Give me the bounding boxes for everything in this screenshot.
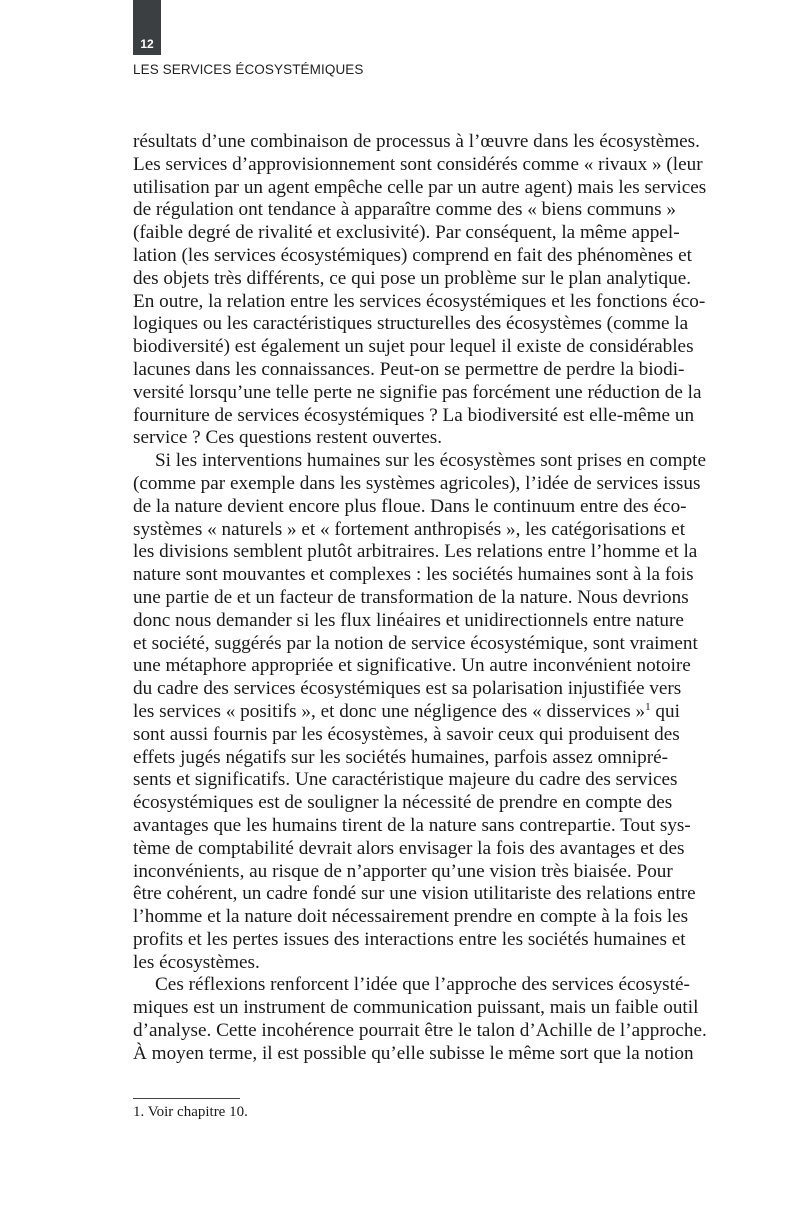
footnote-ref[interactable]: 1 bbox=[645, 700, 651, 713]
text-line: les divisions semblent plutôt arbitraires. Les relations entre l’homme et la bbox=[133, 541, 698, 563]
text-line: systèmes « naturels » et « fortement anthropisés », les catégorisations et bbox=[133, 518, 686, 540]
text-line: sents et significatifs. Une caractéristique majeure du cadre des services bbox=[133, 769, 678, 791]
text-line: tème de comptabilité devrait alors envisager la fois des avantages et des bbox=[133, 837, 685, 859]
paragraph bbox=[133, 974, 707, 1065]
running-title: LES SERVICES ÉCOSYSTÉMIQUES bbox=[133, 62, 364, 77]
text-line: (comme par exemple dans les systèmes agricoles), l’idée de services issus bbox=[133, 472, 701, 494]
text-line: de régulation ont tendance à apparaître comme des « biens communs » bbox=[133, 199, 676, 221]
text-line: être cohérent, un cadre fondé sur une vision utilitariste des relations entre bbox=[133, 883, 696, 905]
text-line: d’analyse. Cette incohérence pourrait être le talon d’Achille de l’approche. bbox=[133, 1020, 707, 1042]
text-line: et société, suggérés par la notion de service écosystémique, sont vraiment bbox=[133, 632, 698, 654]
page-number: 12 bbox=[140, 37, 154, 51]
text-line: À moyen terme, il est possible qu’elle subisse le même sort que la notion bbox=[133, 1042, 694, 1064]
text-line: effets jugés négatifs sur les sociétés humaines, parfois assez omnipré- bbox=[133, 746, 668, 768]
text-segment: qui bbox=[650, 700, 680, 722]
text-line: inconvénients, au risque de n’apporter qu’une vision très biaisée. Pour bbox=[133, 860, 673, 882]
text-line: Ces réflexions renforcent l’idée que l’approche des services écosysté- bbox=[155, 974, 690, 996]
text-line: miques est un instrument de communication puissant, mais un faible outil bbox=[133, 997, 699, 1019]
text-line: les écosystèmes. bbox=[133, 951, 260, 973]
text-line: lation (les services écosystémiques) comprend en fait des phénomènes et bbox=[133, 244, 692, 266]
text-line: Les services d’approvisionnement sont considérés comme « rivaux » (leur bbox=[133, 153, 703, 175]
text-line: profits et les pertes issues des interactions entre les sociétés humaines et bbox=[133, 928, 686, 950]
text-segment: les services « positifs », et donc une négligence des « disservices » bbox=[133, 700, 646, 722]
text-line: fourniture de services écosystémiques ? La biodiversité est elle-même un bbox=[133, 404, 695, 426]
text-line: résultats d’une combinaison de processus à l’œuvre dans les écosystèmes. bbox=[133, 131, 700, 152]
text-line: du cadre des services écosystémiques est sa polarisation injustifiée vers bbox=[133, 678, 682, 700]
text-line: service ? Ces questions restent ouvertes. bbox=[133, 427, 443, 449]
text-line: lacunes dans les connaissances. Peut-on se permettre de perdre la biodi- bbox=[133, 358, 685, 380]
text-line: biodiversité) est également un sujet pour lequel il existe de considérables bbox=[133, 336, 694, 358]
text-line: En outre, la relation entre les services écosystémiques et les fonctions éco- bbox=[133, 290, 706, 312]
text-line: nature sont mouvantes et complexes : les sociétés humaines sont à la fois bbox=[133, 564, 694, 586]
text-line bbox=[133, 700, 680, 724]
footnote: 1. Voir chapitre 10. bbox=[133, 1104, 248, 1120]
text-line: de la nature devient encore plus floue. Dans le continuum entre des éco- bbox=[133, 495, 687, 517]
text-line: donc nous demander si les flux linéaires et unidirectionnels entre nature bbox=[133, 609, 684, 631]
text-line: des objets très différents, ce qui pose un problème sur le plan analytique. bbox=[133, 267, 692, 289]
paragraph bbox=[133, 131, 707, 450]
text-line: sont aussi fournis par les écosystèmes, à savoir ceux qui produisent des bbox=[133, 723, 680, 745]
text-line: versité lorsqu’une telle perte ne signifie pas forcément une réduction de la bbox=[133, 381, 702, 403]
text-line: Si les interventions humaines sur les écosystèmes sont prises en compte bbox=[155, 450, 707, 472]
text-line: avantages que les humains tirent de la nature sans contrepartie. Tout sys- bbox=[133, 814, 691, 836]
page-number-tab bbox=[133, 0, 161, 55]
text-line: (faible degré de rivalité et exclusivité). Par conséquent, la même appel- bbox=[133, 222, 680, 244]
text-line: écosystémiques est de souligner la nécessité de prendre en compte des bbox=[133, 792, 673, 814]
text-line: l’homme et la nature doit nécessairement prendre en compte à la fois les bbox=[133, 906, 689, 928]
text-line: une partie de et un facteur de transformation de la nature. Nous devrions bbox=[133, 586, 689, 608]
text-line: logiques ou les caractéristiques structurelles des écosystèmes (comme la bbox=[133, 313, 689, 335]
body-text bbox=[133, 131, 707, 1066]
footnote-divider bbox=[133, 1098, 240, 1099]
text-line: utilisation par un agent empêche celle par un autre agent) mais les services bbox=[133, 176, 707, 198]
paragraph bbox=[133, 450, 707, 974]
text-line: une métaphore appropriée et significative. Un autre inconvénient notoire bbox=[133, 655, 691, 677]
